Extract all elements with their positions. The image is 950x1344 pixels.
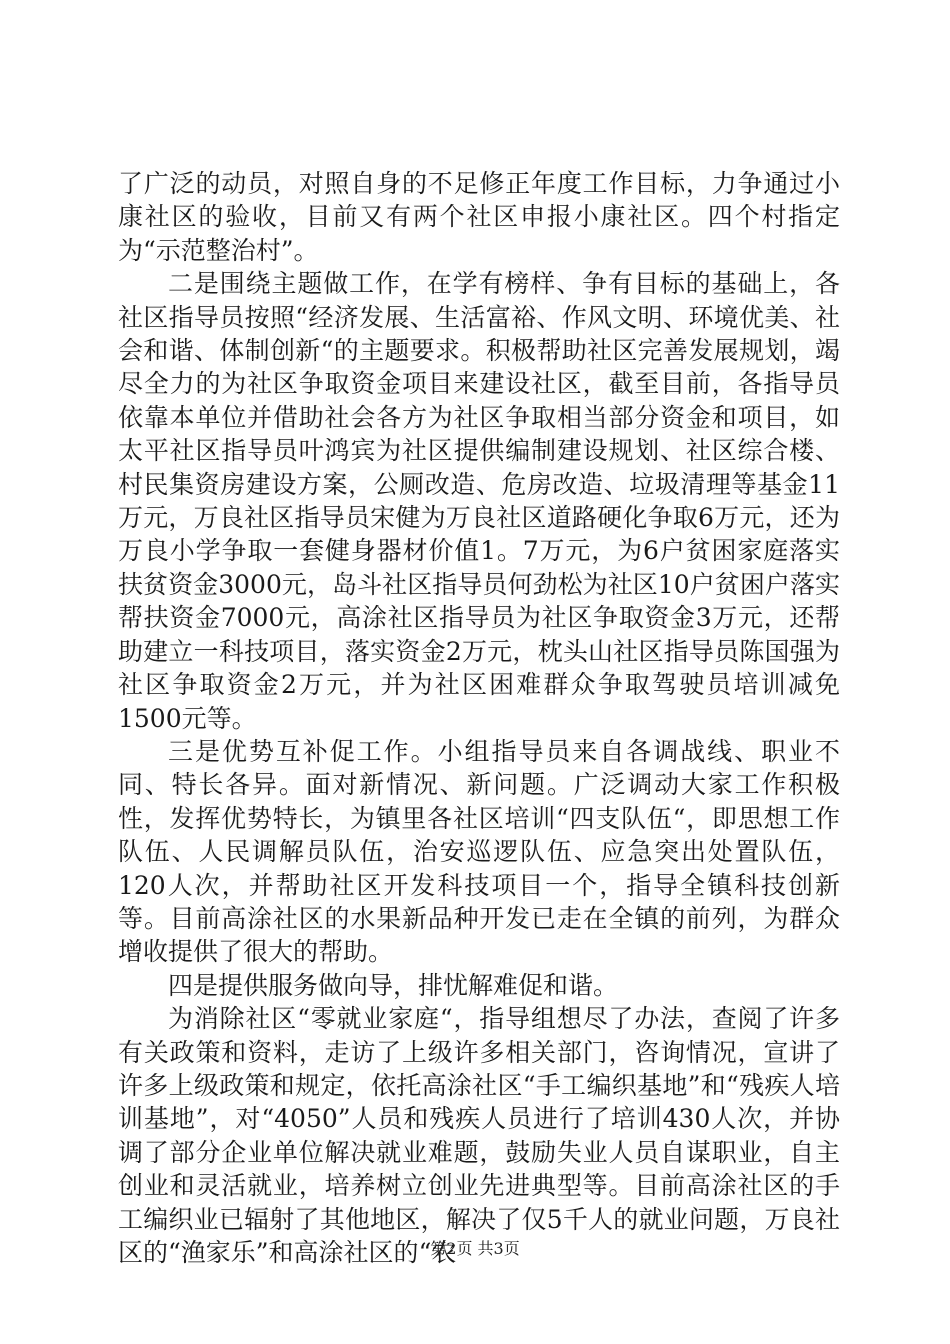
- paragraph-service-heading: 四是提供服务做向导，排忧解难促和谐。: [168, 970, 619, 1000]
- document-body: [118, 167, 840, 1269]
- page-footer: 第2页 共3页: [430, 1239, 520, 1258]
- paragraph-continuation: 了广泛的动员，对照自身的不足修正年度工作目标，力争通过小康社区的验收，目前又有两个社区申报小康社区。四个村指定为“示范整治村”。: [118, 169, 840, 265]
- paragraph-complementary-strengths: 三是优势互补促工作。小组指导员来自各调战线、职业不同、特长各异。面对新情况、新问题。广泛调动大家工作积极性，发挥优势特长，为镇里各社区培训“四支队伍“，即思想工作队伍、人民调解员队伍，治安巡逻队伍、应急突出处置队伍，120人次，并帮助社区开发科技项目一个，指导全镇科技创新等。目前高涂社区的水果新品种开发已走在全镇的前列，为群众增收提供了很大的帮助。: [118, 736, 840, 967]
- paragraph-employment: 为消除社区“零就业家庭“，指导组想尽了办法，查阅了许多有关政策和资料，走访了上级许多相关部门，咨询情况，宣讲了许多上级政策和规定，依托高涂社区“手工编织基地”和“残疾人培训基地”，对“4050”人员和残疾人员进行了培训430人次，并协调了部分企业单位解决就业难题，鼓励失业人员自谋职业，自主创业和灵活就业，培养树立创业先进典型等。目前高涂社区的手工编织业已辐射了其他地区，解决了仅5千人的就业问题，万良社区的“渔家乐”和高涂社区的“农: [118, 1004, 840, 1267]
- paragraph-theme-work: 二是围绕主题做工作，在学有榜样、争有目标的基础上，各社区指导员按照“经济发展、生活富裕、作风文明、环境优美、社会和谐、体制创新“的主题要求。积极帮助社区完善发展规划，竭尽全力的为社区争取资金项目来建设社区，截至目前，各指导员依靠本单位并借助社会各方为社区争取相当部分资金和项目，如太平社区指导员叶鸿宾为社区提供编制建设规划、社区综合楼、村民集资房建设方案，公厕改造、危房改造、垃圾清理等基金11万元，万良社区指导员宋健为万良社区道路硬化争取6万元，还为万良小学争取一套健身器材价值1。7万元，为6户贫困家庭落实扶贫资金3000元，岛斗社区指导员何劲松为社区10户贫困户落实帮扶资金7000元，高涂社区指导员为社区争取资金3万元，还帮助建立一科技项目，落实资金2万元，枕头山社区指导员陈国强为社区争取资金2万元，并为社区困难群众争取驾驶员培训减免1500元等。: [118, 269, 840, 733]
